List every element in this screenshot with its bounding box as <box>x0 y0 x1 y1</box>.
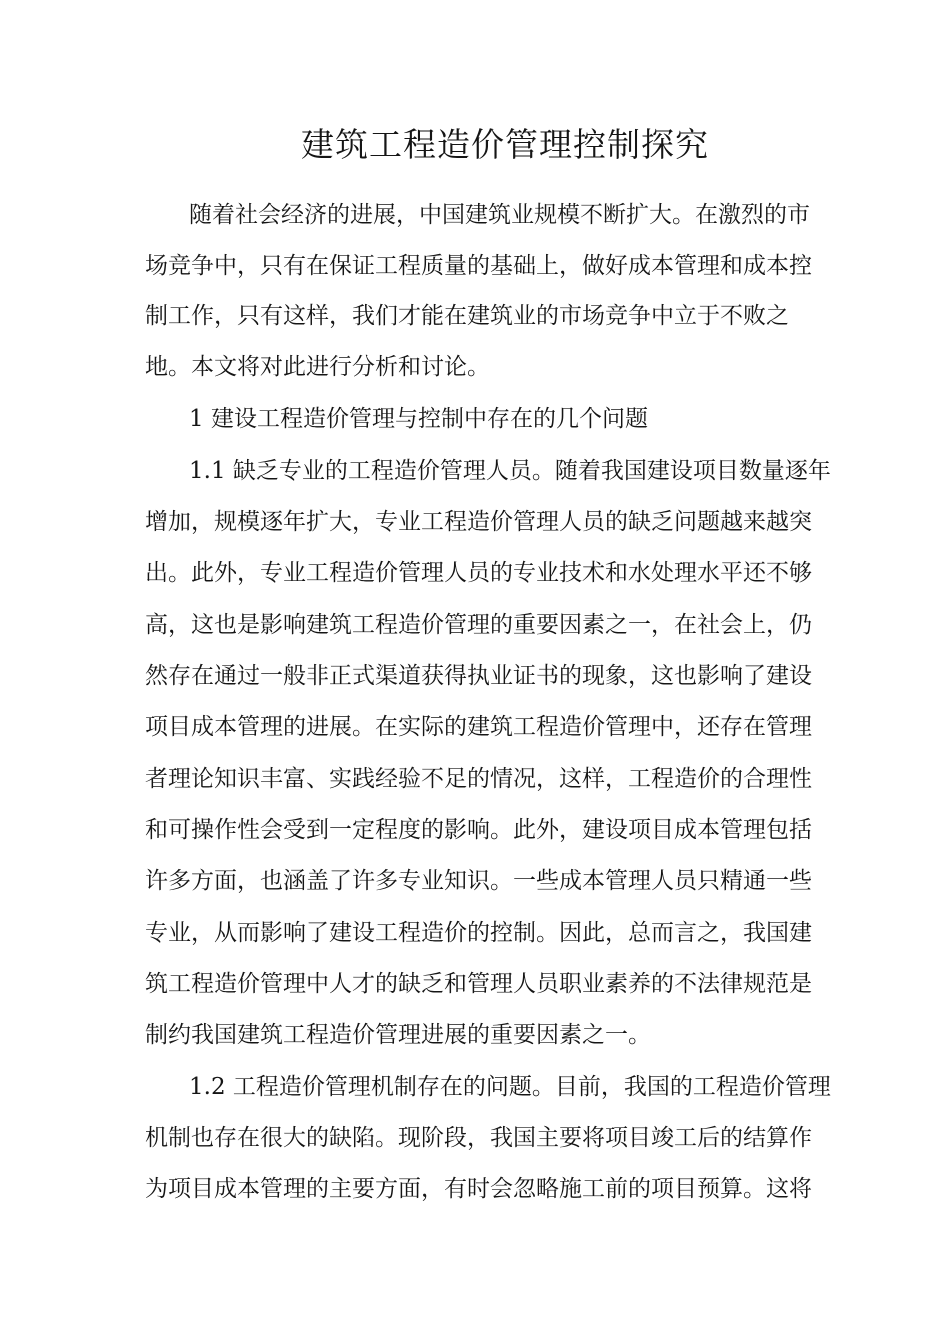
section-heading: 1 建设工程造价管理与控制中存在的几个问题 <box>189 406 648 432</box>
paragraph-line: 高，这也是影响建筑工程造价管理的重要因素之一，在社会上，仍 <box>145 612 812 638</box>
paragraph-line: 和可操作性会受到一定程度的影响。此外，建设项目成本管理包括 <box>145 817 812 843</box>
paragraph-line: 制工作，只有这样，我们才能在建筑业的市场竞争中立于不败之 <box>145 303 789 329</box>
paragraph-line: 制约我国建筑工程造价管理进展的重要因素之一。 <box>145 1022 651 1048</box>
paragraph-line: 1.1 缺乏专业的工程造价管理人员。随着我国建设项目数量逐年 <box>189 458 831 484</box>
paragraph-line: 专业，从而影响了建设工程造价的控制。因此，总而言之，我国建 <box>145 920 812 946</box>
paragraph-line: 机制也存在很大的缺陷。现阶段，我国主要将项目竣工后的结算作 <box>145 1125 812 1151</box>
paragraph-line: 者理论知识丰富、实践经验不足的情况，这样，工程造价的合理性 <box>145 766 812 792</box>
paragraph-line: 地。本文将对此进行分析和讨论。 <box>145 354 490 380</box>
paragraph-line: 增加，规模逐年扩大，专业工程造价管理人员的缺乏问题越来越突 <box>145 509 812 535</box>
document-title: 建筑工程造价管理控制探究 <box>301 125 709 164</box>
paragraph-line: 项目成本管理的进展。在实际的建筑工程造价管理中，还存在管理 <box>145 714 812 740</box>
paragraph-line: 出。此外，专业工程造价管理人员的专业技术和水处理水平还不够 <box>145 560 812 586</box>
paragraph-line: 筑工程造价管理中人才的缺乏和管理人员职业素养的不法律规范是 <box>145 971 812 997</box>
paragraph-line: 场竞争中，只有在保证工程质量的基础上，做好成本管理和成本控 <box>145 253 812 279</box>
paragraph-line: 许多方面，也涵盖了许多专业知识。一些成本管理人员只精通一些 <box>145 868 812 894</box>
paragraph-line: 为项目成本管理的主要方面，有时会忽略施工前的项目预算。这将 <box>145 1176 812 1202</box>
paragraph-line: 然存在通过一般非正式渠道获得执业证书的现象，这也影响了建设 <box>145 663 812 689</box>
paragraph-line: 1.2 工程造价管理机制存在的问题。目前，我国的工程造价管理 <box>189 1074 831 1100</box>
paragraph-line: 随着社会经济的进展，中国建筑业规模不断扩大。在激烈的市 <box>189 202 810 228</box>
